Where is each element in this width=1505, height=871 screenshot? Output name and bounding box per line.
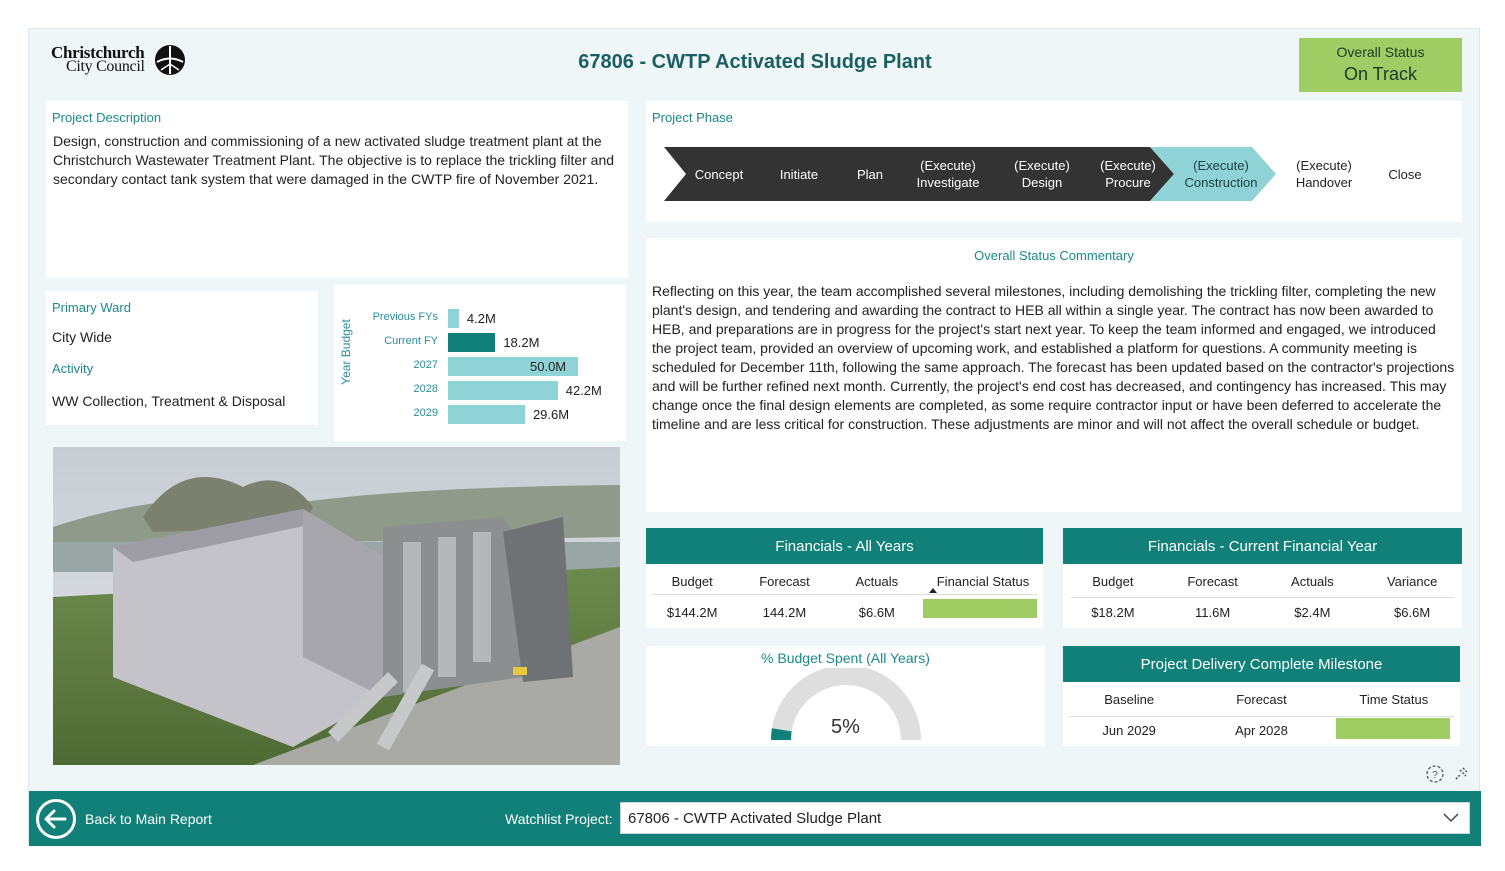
divider — [1071, 597, 1454, 598]
primary-ward-label: Primary Ward — [52, 300, 131, 315]
project-description-label: Project Description — [52, 110, 162, 125]
phase-step-prefix: (Execute) — [1100, 158, 1156, 173]
milestone-forecast: Apr 2028 — [1235, 723, 1288, 738]
phase-step-label: Design — [1021, 175, 1063, 190]
fin-all-col-status: Financial Status — [936, 574, 1030, 589]
help-icon[interactable] — [1425, 764, 1445, 784]
back-arrow-icon — [35, 798, 77, 840]
divider — [1069, 716, 1454, 717]
phase-step-procure — [1084, 147, 1172, 201]
year-budget-value-label: 42.2M — [565, 383, 602, 398]
link-icon[interactable] — [1452, 764, 1472, 784]
year-budget-category-label: 2028 — [413, 383, 438, 395]
commentary-title: Overall Status Commentary — [974, 248, 1134, 263]
sort-indicator-icon — [929, 588, 937, 593]
financials-current-year-title: Financials - Current Financial Year — [1063, 528, 1462, 564]
financials-current-year-value-row — [1063, 605, 1462, 620]
commentary-panel — [646, 238, 1462, 512]
financials-all-years-panel — [646, 528, 1043, 628]
year-budget-panel — [334, 285, 626, 441]
time-status-bar — [1336, 718, 1450, 739]
project-phase-panel — [646, 101, 1462, 222]
year-budget-axis-label: Year Budget — [339, 319, 353, 385]
milestone-col-forecast: Forecast — [1236, 692, 1287, 707]
chevron-down-icon — [1443, 813, 1459, 823]
phase-step-prefix: (Execute) — [920, 158, 976, 173]
phase-step-prefix: (Execute) — [1193, 158, 1249, 173]
financials-current-year-header-row — [1063, 574, 1462, 589]
milestone-col-baseline: Baseline — [1104, 692, 1155, 707]
fin-all-col-budget: Budget — [671, 574, 713, 589]
milestone-col-status: Time Status — [1359, 692, 1429, 707]
milestone-panel — [1063, 646, 1460, 746]
project-photo — [53, 447, 620, 765]
phase-step-handover — [1272, 147, 1376, 201]
year-budget-value-label: 50.0M — [530, 359, 567, 374]
year-budget-value-label: 18.2M — [503, 335, 540, 350]
budget-spent-panel — [646, 646, 1045, 746]
commentary-text: Reflecting on this year, the team accomplished several milestones, including demolishing the trickling filter, completing the new plant's design, and tendering and awarding the contract to HEB all within a single year. The contract has now been awarded to HEB, and preparations are in progress for the project's start next year. To keep the team informed and engaged, we introduced the project team, provided an overview of upcoming work, and established a platform for questions. A community meeting is scheduled for December 11th, following the same approach. The forecast has been updated based on the contractor's projections and will be further refined next month. Currently, the project's end cost has decreased, and contingency has increased. This may change once the final design elements are completed, as some require contractor input or have been deferred to accelerate the timeline and are less critical for construction. These adjustments are minor and will not affect the overall schedule or budget. — [652, 283, 1455, 432]
fin-all-forecast: 144.2M — [762, 605, 807, 620]
project-description-panel — [46, 101, 628, 278]
page-title: 67806 - CWTP Activated Sludge Plant — [578, 51, 932, 73]
fin-cur-budget: $18.2M — [1091, 605, 1135, 620]
fin-cur-forecast: 11.6M — [1195, 605, 1231, 620]
fin-all-col-forecast: Forecast — [759, 574, 810, 589]
year-budget-bar[interactable] — [448, 405, 525, 424]
milestone-baseline: Jun 2029 — [1102, 723, 1156, 738]
phase-step-label: Investigate — [916, 175, 980, 190]
year-budget-value-label: 4.2M — [466, 311, 496, 326]
financials-all-years-title: Financials - All Years — [646, 528, 1043, 564]
phase-step-label: Procure — [1105, 175, 1151, 190]
phase-step-close — [1366, 147, 1444, 201]
fin-all-actuals: $6.6M — [858, 605, 895, 620]
financials-all-years-header-row — [646, 574, 1043, 589]
fin-all-budget: $144.2M — [666, 605, 718, 620]
logo-line2: City Council — [66, 58, 145, 75]
report-frame — [28, 28, 1480, 845]
divider — [652, 594, 1037, 595]
phase-chevron-bar — [664, 147, 1444, 201]
budget-spent-value: 5% — [831, 716, 860, 738]
activity-value: WW Collection, Treatment & Disposal — [52, 393, 286, 409]
project-description-text: Design, construction and commissioning of a new activated sludge treatment plant at the Christchurch Wastewater Treatment Plant. The objective is to replace the trickling filter and secondary contact tank system that were damaged in the CWTP fire of November 2021. — [53, 133, 615, 187]
year-budget-bar[interactable] — [448, 381, 558, 400]
fin-cur-col-actuals: Actuals — [1291, 574, 1334, 589]
fin-all-col-actuals: Actuals — [855, 574, 899, 589]
ward-panel — [46, 291, 318, 425]
phase-step-label: Plan — [856, 166, 884, 182]
year-budget-category-label: 2027 — [413, 359, 438, 371]
overall-status-value: On Track — [1343, 64, 1418, 84]
financials-current-year-panel — [1063, 528, 1462, 628]
logo-line1: Christchurch — [51, 43, 145, 62]
year-budget-category-label: Current FY — [384, 335, 438, 347]
overall-status-label: Overall Status — [1336, 44, 1425, 60]
year-budget-chart — [334, 285, 626, 441]
year-budget-bar[interactable] — [448, 309, 459, 328]
phase-step-design — [992, 147, 1092, 201]
fin-cur-actuals: $2.4M — [1294, 605, 1331, 620]
back-to-main-label: Back to Main Report — [85, 811, 212, 827]
primary-ward-value: City Wide — [52, 329, 112, 345]
budget-spent-title: % Budget Spent (All Years) — [761, 650, 930, 666]
phase-step-label: Handover — [1295, 175, 1353, 190]
project-phase-label: Project Phase — [652, 110, 733, 125]
watchlist-project-dropdown[interactable] — [620, 802, 1470, 834]
phase-step-label: Construction — [1184, 175, 1258, 190]
fin-cur-col-budget: Budget — [1092, 574, 1134, 589]
svg-text:?: ? — [1432, 770, 1438, 781]
activity-label: Activity — [52, 361, 94, 376]
milestone-header-row — [1063, 692, 1460, 707]
phase-step-prefix: (Execute) — [1296, 158, 1352, 173]
year-budget-value-label: 29.6M — [532, 407, 570, 422]
footer-bar — [29, 791, 1481, 846]
phase-step-prefix: (Execute) — [1014, 158, 1070, 173]
fin-cur-col-forecast: Forecast — [1187, 574, 1238, 589]
financial-status-bar — [923, 599, 1037, 618]
fin-cur-col-variance: Variance — [1386, 574, 1438, 589]
phase-step-label: Close — [1388, 166, 1422, 182]
phase-step-construction — [1160, 147, 1282, 201]
watchlist-selected-value: 67806 - CWTP Activated Sludge Plant — [628, 810, 882, 827]
year-budget-category-label: Previous FYs — [372, 311, 438, 323]
milestone-title: Project Delivery Complete Milestone — [1063, 646, 1460, 682]
year-budget-category-label: 2029 — [413, 407, 438, 419]
watchlist-label: Watchlist Project: — [505, 811, 613, 827]
phase-step-label: Initiate — [779, 166, 819, 182]
overall-status-badge — [1299, 38, 1462, 92]
year-budget-bar[interactable] — [448, 333, 495, 352]
back-to-main-button[interactable] — [35, 798, 212, 840]
phase-step-investigate — [894, 147, 1002, 201]
fin-cur-variance: $6.6M — [1394, 605, 1431, 620]
phase-step-initiate — [756, 147, 842, 201]
phase-step-label: Concept — [694, 166, 744, 182]
